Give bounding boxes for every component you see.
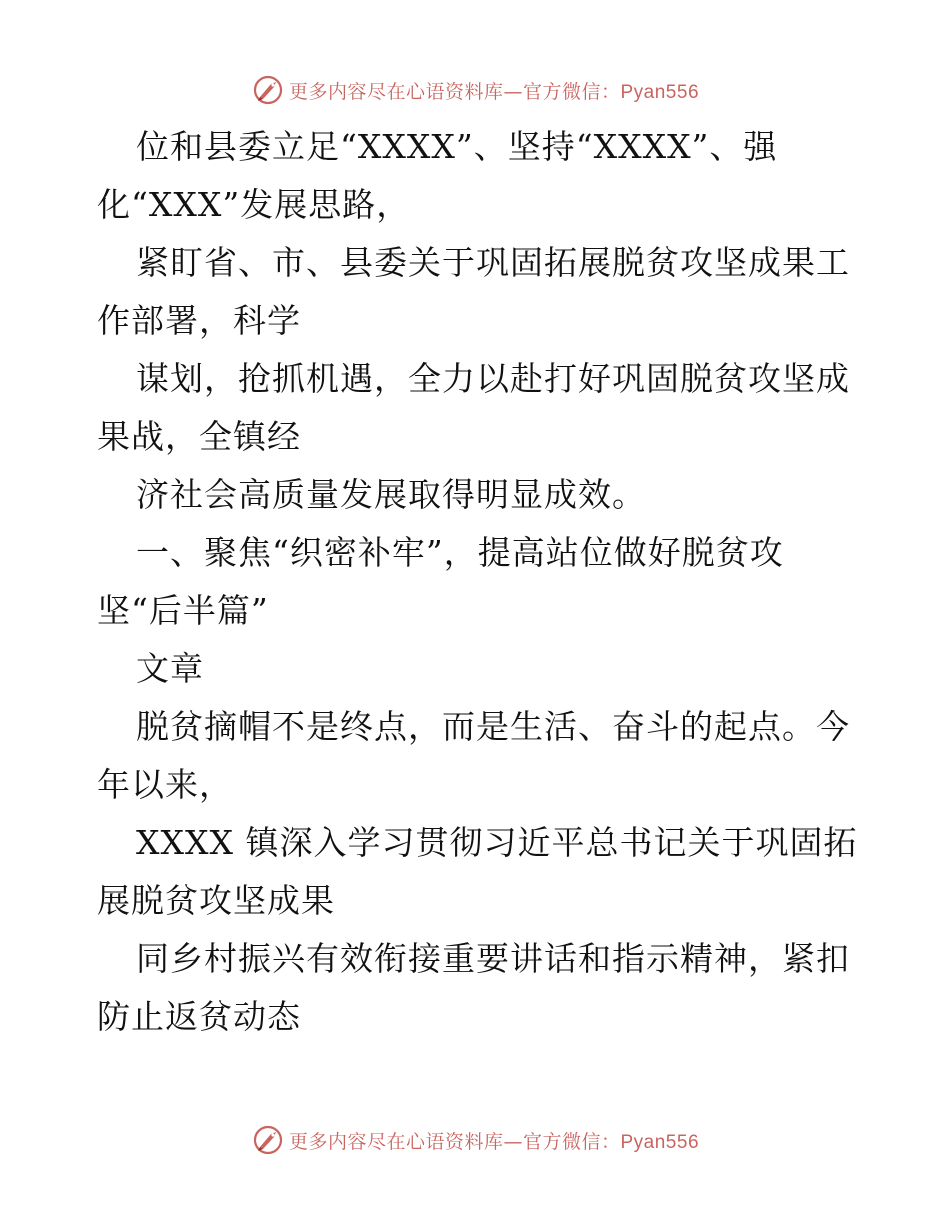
header-watermark [0,70,950,110]
document-body [97,118,857,1046]
watermark-handle: Pyan556 [620,1131,700,1153]
text-line: 果战，全镇经 [97,417,301,456]
text-line: 防止返贫动态 [97,997,301,1036]
footer-watermark [0,1120,950,1160]
text-line: 文章 [136,649,204,688]
pen-nib-logo-icon [251,73,285,107]
text-line: 年以来， [97,765,233,804]
text-line: 一、聚焦“织密补牢”，提高站位做好脱贫攻 [136,533,784,572]
text-line: 脱贫摘帽不是终点，而是生活、奋斗的起点。今 [136,707,850,746]
text-line: 化“XXX”发展思路， [97,185,411,224]
text-line: 坚“后半篇” [97,591,269,630]
watermark-text: 更多内容尽在心语资料库—官方微信：Pyan556 [288,80,700,103]
text-line: XXXX 镇深入学习贯彻习近平总书记关于巩固拓 [136,823,857,862]
pen-nib-logo-icon [251,1123,285,1157]
watermark-handle: Pyan556 [620,81,700,103]
text-line: 济社会高质量发展取得明显成效。 [136,475,646,514]
watermark-text: 更多内容尽在心语资料库—官方微信：Pyan556 [288,1130,700,1153]
text-line: 展脱贫攻坚成果 [97,881,335,920]
text-line: 位和县委立足“XXXX”、坚持“XXXX”、强 [136,127,778,166]
text-line: 作部署，科学 [97,301,301,340]
text-line: 同乡村振兴有效衔接重要讲话和指示精神，紧扣 [136,939,850,978]
text-line: 谋划，抢抓机遇，全力以赴打好巩固脱贫攻坚成 [136,359,850,398]
text-line: 紧盯省、市、县委关于巩固拓展脱贫攻坚成果工 [136,243,850,282]
